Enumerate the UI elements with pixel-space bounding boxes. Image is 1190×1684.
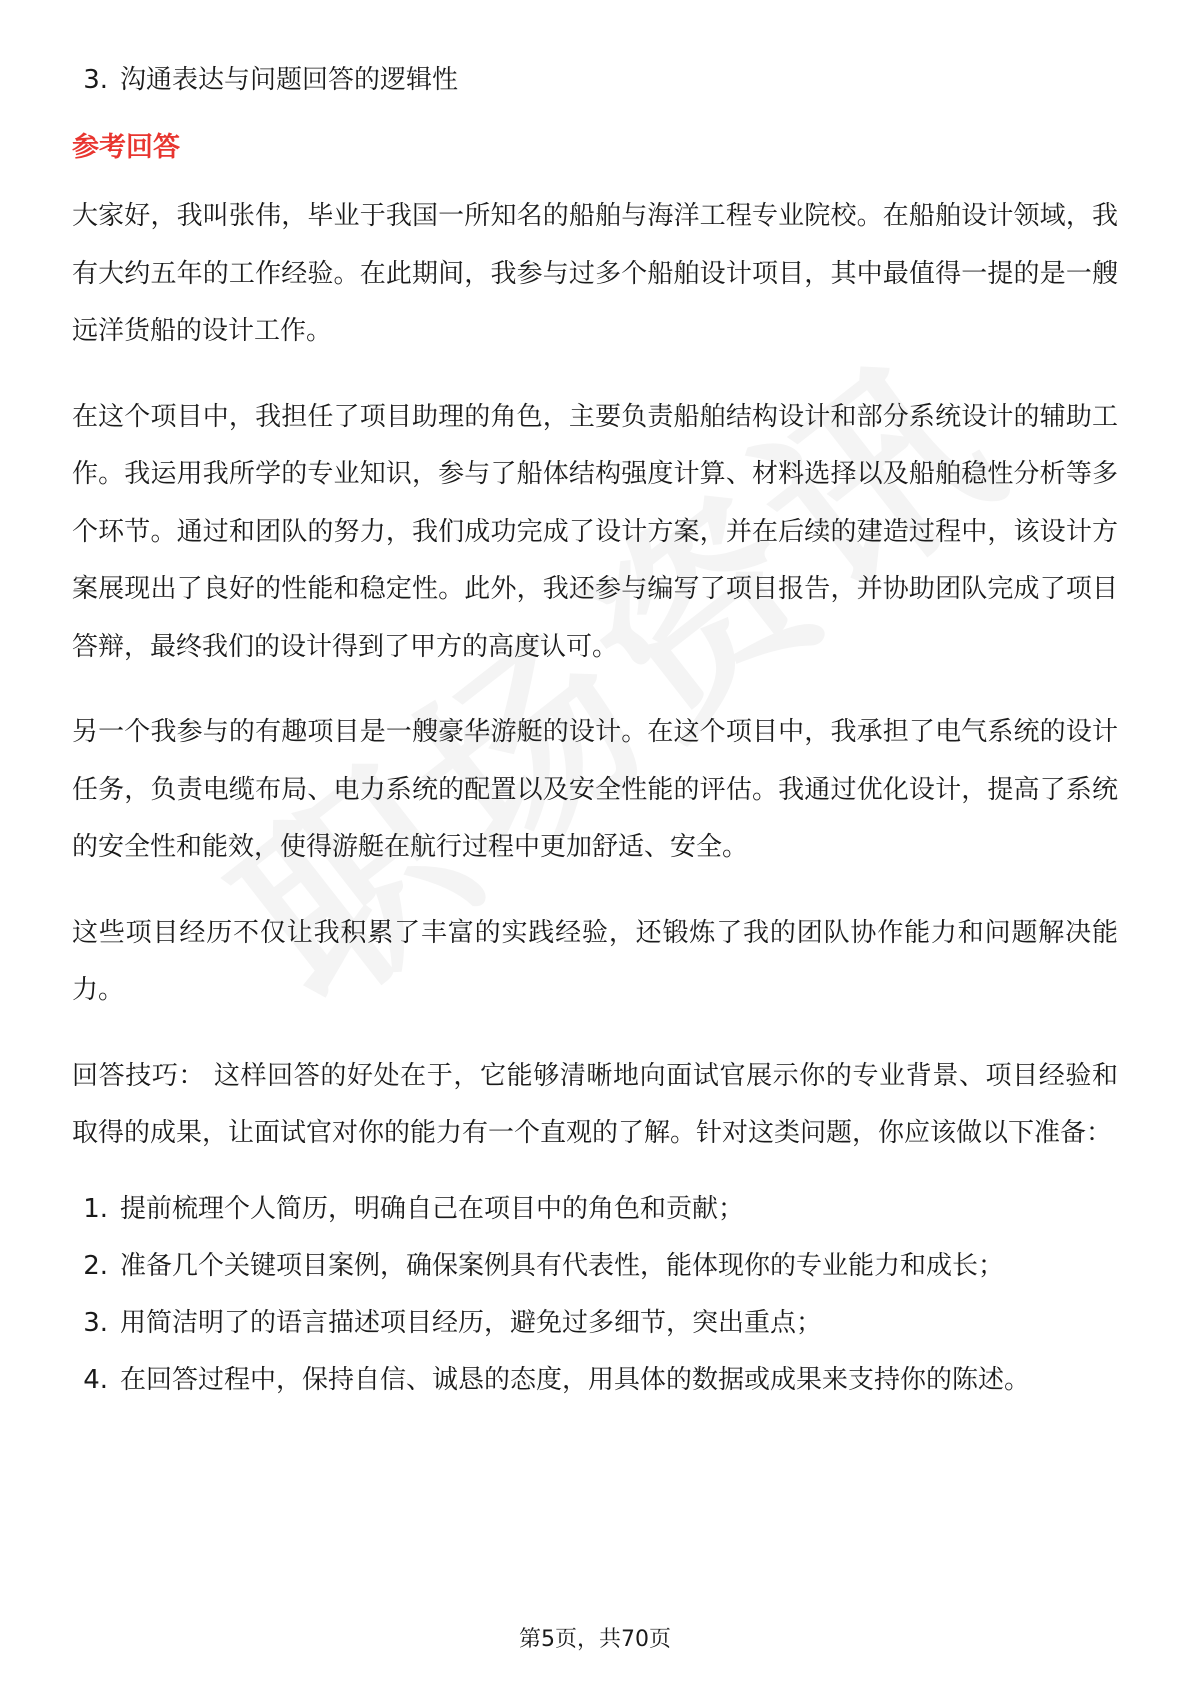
list-text: 提前梳理个人简历，明确自己在项目中的角色和贡献； bbox=[120, 1193, 745, 1224]
section-title: 参考回答 bbox=[72, 132, 180, 163]
page-footer: 第5页，共70页 bbox=[519, 1627, 671, 1652]
list-item bbox=[72, 1238, 1118, 1295]
list-number: 2. bbox=[83, 1250, 108, 1281]
list-number: 3. bbox=[83, 65, 108, 95]
list-number: 4. bbox=[83, 1364, 108, 1395]
list-text: 准备几个关键项目案例，确保案例具有代表性，能体现你的专业能力和成长； bbox=[120, 1250, 1005, 1281]
list-text: 用简洁明了的语言描述项目经历，避免过多细节，突出重点； bbox=[120, 1307, 823, 1338]
list-number: 1. bbox=[83, 1193, 108, 1224]
paragraph-summary: 这些项目经历不仅让我积累了丰富的实践经验，还锻炼了我的团队协作能力和问题解决能力。 bbox=[72, 917, 1118, 1005]
paragraph-tips-intro: 回答技巧： 这样回答的好处在于，它能够清晰地向面试官展示你的专业背景、项目经验和取得的成果，让面试官对你的能力有一个直观的了解。针对这类问题，你应该做以下准备： bbox=[72, 1060, 1118, 1148]
list-item bbox=[72, 1352, 1118, 1409]
list-text: 在回答过程中，保持自信、诚恳的态度，用具体的数据或成果来支持你的陈述。 bbox=[120, 1364, 1031, 1395]
paragraph-project-two: 另一个我参与的有趣项目是一艘豪华游艇的设计。在这个项目中，我承担了电气系统的设计任务，负责电缆布局、电力系统的配置以及安全性能的评估。我通过优化设计，提高了系统的安全性和能效，使得游艇在航行过程中更加舒适、安全。 bbox=[72, 717, 1118, 862]
list-item bbox=[72, 1181, 1118, 1238]
paragraph-intro: 大家好，我叫张伟，毕业于我国一所知名的船舶与海洋工程专业院校。在船舶设计领域，我有大约五年的工作经验。在此期间，我参与过多个船舶设计项目，其中最值得一提的是一艘远洋货船的设计工作。 bbox=[72, 201, 1118, 346]
paragraph-project-one: 在这个项目中，我担任了项目助理的角色，主要负责船舶结构设计和部分系统设计的辅助工作。我运用我所学的专业知识，参与了船体结构强度计算、材料选择以及船舶稳性分析等多个环节。通过和团队的努力，我们成功完成了设计方案，并在后续的建造过程中，该设计方案展现出了良好的性能和稳定性。此外，我还参与编写了项目报告，并协助团队完成了项目答辩，最终我们的设计得到了甲方的高度认可。 bbox=[72, 401, 1118, 662]
list-item bbox=[72, 1295, 1118, 1352]
list-item-top bbox=[72, 52, 1118, 108]
tips-list bbox=[72, 1181, 1118, 1409]
list-text: 沟通表达与问题回答的逻辑性 bbox=[120, 65, 459, 95]
page-content bbox=[72, 52, 1118, 1409]
list-number: 3. bbox=[83, 1307, 108, 1338]
